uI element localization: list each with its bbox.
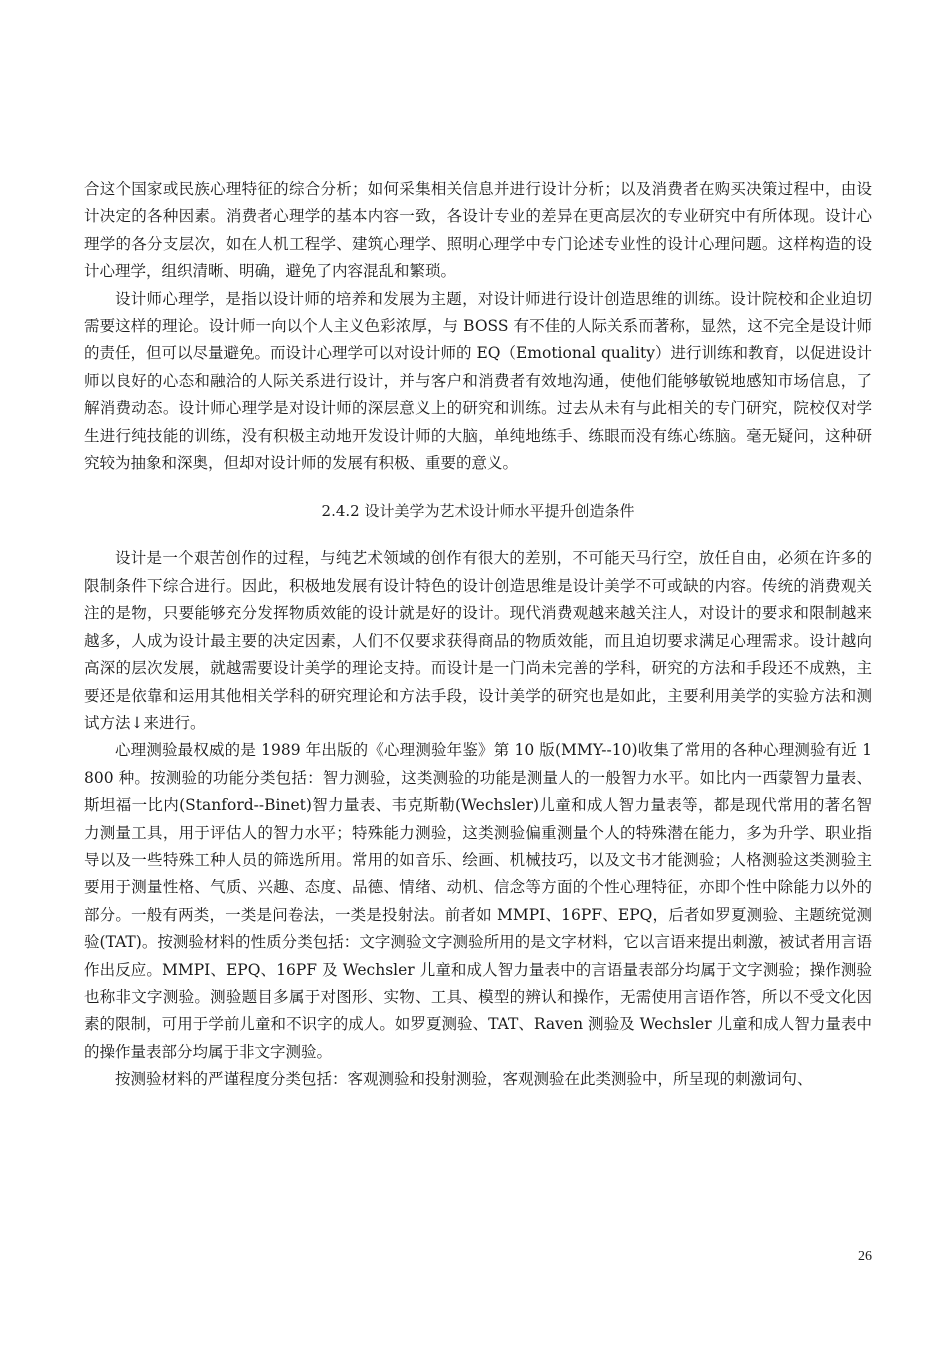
- paragraph-1: 合这个国家或民族心理特征的综合分析；如何采集相关信息并进行设计分析；以及消费者在购买决策过程中，由设计决定的各种因素。消费者心理学的基本内容一致，各设计专业的差异在更高层次的专业研究中有所体现。设计心理学的各分支层次，如在人机工程学、建筑心理学、照明心理学中专门论述专业性的设计心理问题。这样构造的设计心理学，组织清晰、明确，避免了内容混乱和繁琐。: [84, 180, 872, 281]
- page-body: [84, 176, 872, 1094]
- paragraph-5: 按测验材料的严谨程度分类包括：客观测验和投射测验，客观测验在此类测验中，所呈现的刺激词句、: [115, 1070, 813, 1089]
- paragraph-3: 设计是一个艰苦创作的过程，与纯艺术领域的创作有很大的差别，不可能天马行空，放任自由，必须在许多的限制条件下综合进行。因此，积极地发展有设计特色的设计创造思维是设计美学不可或缺的内容。传统的消费观关注的是物，只要能够充分发挥物质效能的设计就是好的设计。现代消费观越来越关注人，对设计的要求和限制越来越多，人成为设计最主要的决定因素，人们不仅要求获得商品的物质效能，而且迫切要求满足心理需求。设计越向高深的层次发展，就越需要设计美学的理论支持。而设计是一门尚未完善的学科，研究的方法和手段还不成熟，主要还是依靠和运用其他相关学科的研究理论和方法手段，设计美学的研究也是如此，主要利用美学的实验方法和测试方法↓来进行。: [84, 549, 872, 732]
- section-heading: 2.4.2 设计美学为艺术设计师水平提升创造条件: [321, 502, 635, 521]
- page-number: 26: [858, 1249, 872, 1264]
- paragraph-2: 设计师心理学，是指以设计师的培养和发展为主题，对设计师进行设计创造思维的训练。设计院校和企业迫切需要这样的理论。设计师一向以个人主义色彩浓厚，与 BOSS 有不佳的人际关系而著称，显然，这不完全是设计师的责任，但可以尽量避免。而设计心理学可以对设计师的 EQ（Emotional quality）进行训练和教育，以促进设计师以良好的心态和融洽的人际关系进行设计，并与客户和消费者有效地沟通，使他们能够敏锐地感知市场信息，了解消费动态。设计师心理学是对设计师的深层意义上的研究和训练。过去从未有与此相关的专门研究，院校仅对学生进行纯技能的训练，没有积极主动地开发设计师的大脑，单纯地练手、练眼而没有练心练脑。毫无疑问，这种研究较为抽象和深奥，但却对设计师的发展有积极、重要的意义。: [84, 289, 872, 473]
- paragraph-4: 心理测验最权威的是 1989 年出版的《心理测验年鉴》第 10 版(MMY--10)收集了常用的各种心理测验有近 1800 种。按测验的功能分类包括：智力测验，这类测验的功能是测量人的一般智力水平。如比内一西蒙智力量表、斯坦福一比内(Stanford--Binet)智力量表、韦克斯勒(Wechsler)儿童和成人智力量表等，都是现代常用的著名智力测量工具，用于评估人的智力水平；特殊能力测验，这类测验偏重测量个人的特殊潜在能力，多为升学、职业指导以及一些特殊工种人员的筛选所用。常用的如音乐、绘画、机械技巧，以及文书才能测验；人格测验这类测验主要用于测量性格、气质、兴趣、态度、品德、情绪、动机、信念等方面的个性心理特征，亦即个性中除能力以外的部分。一般有两类，一类是问卷法，一类是投射法。前者如 MMPI、16PF、EPQ，后者如罗夏测验、主题统觉测验(TAT)。按测验材料的性质分类包括：文字测验文字测验所用的是文字材料，它以言语来提出刺激，被试者用言语作出反应。MMPI、EPQ、16PF 及 Wechsler 儿童和成人智力量表中的言语量表部分均属于文字测验；操作测验也称非文字测验。测验题目多属于对图形、实物、工具、模型的辨认和操作，无需使用言语作答，所以不受文化因素的限制，可用于学前儿童和不识字的成人。如罗夏测验、TAT、Raven 测验及 Wechsler 儿童和成人智力量表中的操作量表部分均属于非文字测验。: [84, 741, 872, 1061]
